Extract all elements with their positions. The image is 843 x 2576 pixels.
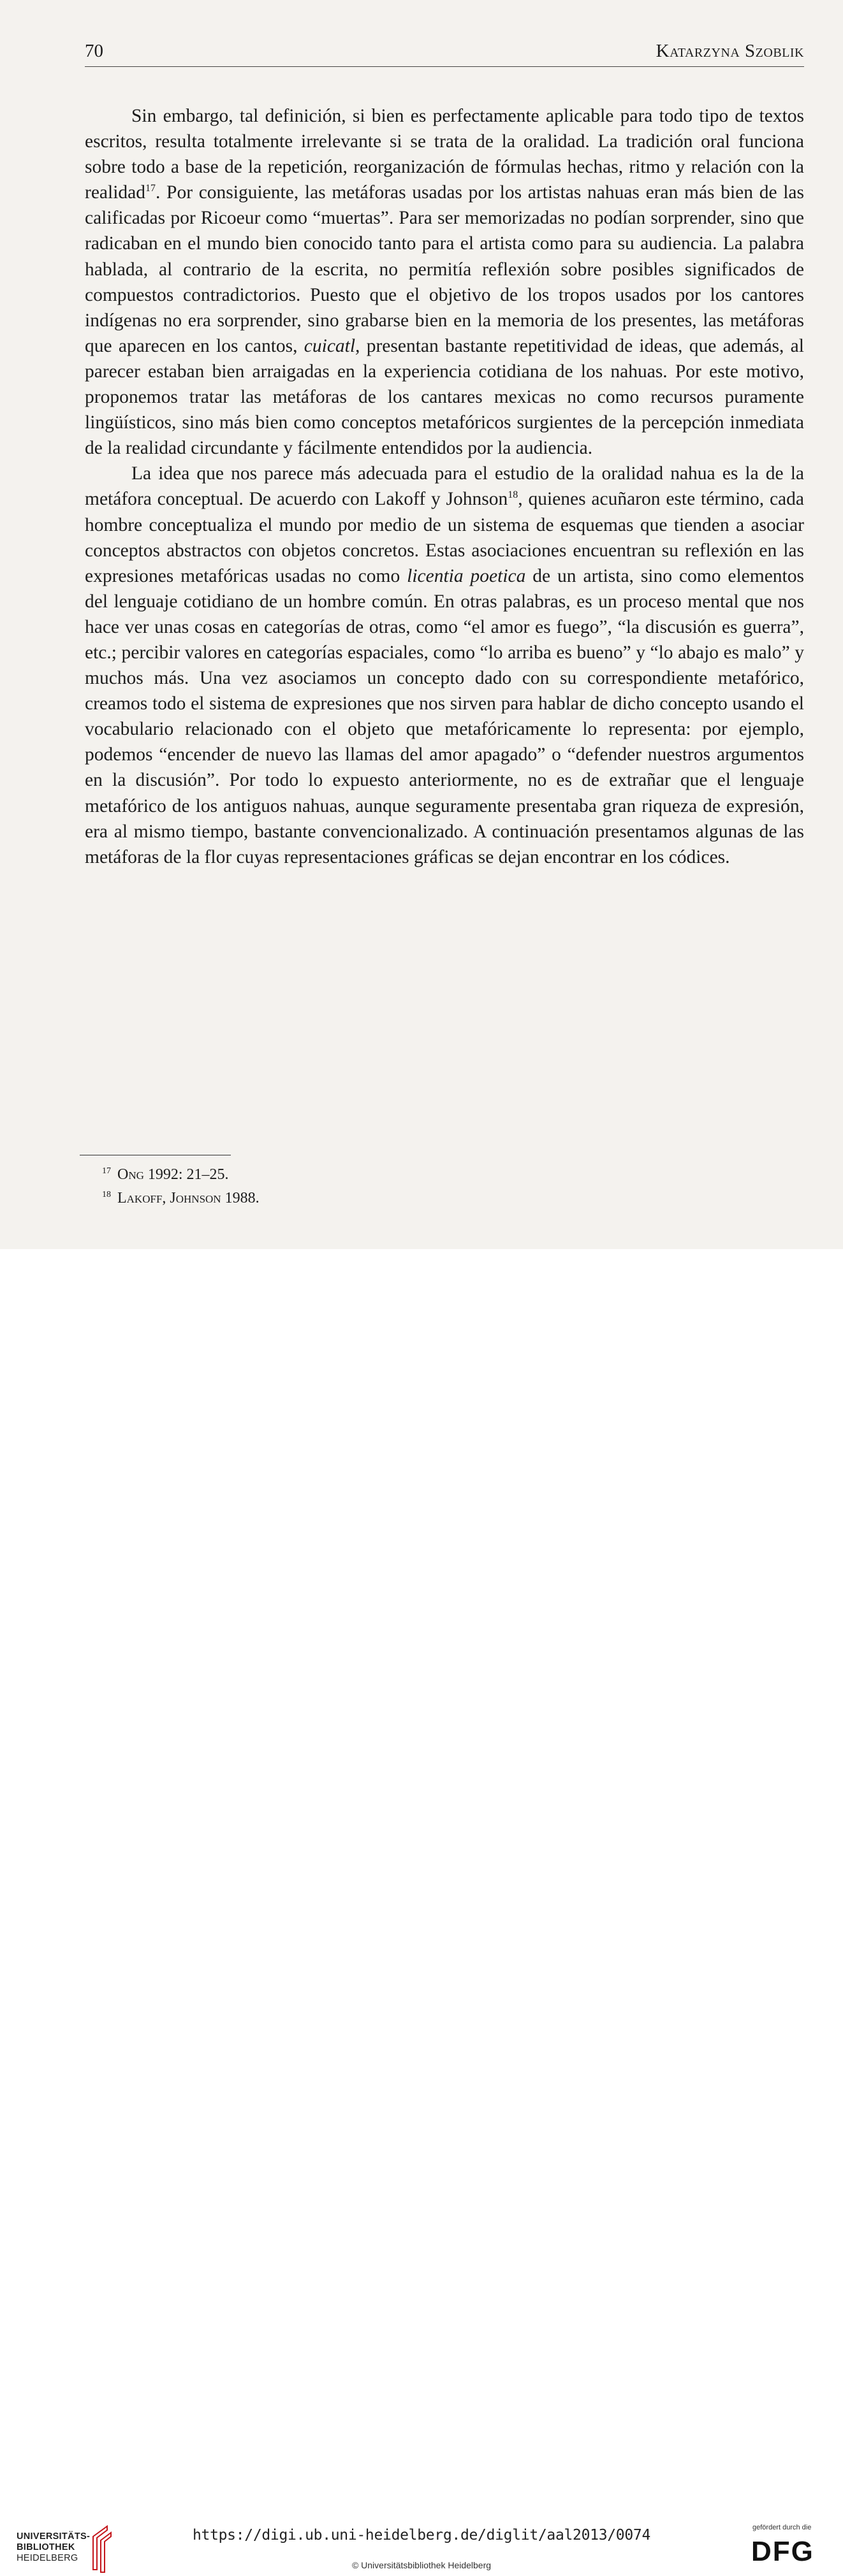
- library-name-line3: HEIDELBERG: [17, 2553, 78, 2563]
- library-name-line2: BIBLIOTHEK: [17, 2542, 75, 2552]
- italic-term: licentia poetica: [407, 565, 526, 586]
- document-page: [0, 0, 843, 1249]
- page-number: 70: [85, 41, 103, 61]
- body-text: [85, 103, 804, 870]
- copyright-notice: © Universitätsbibliothek Heidelberg: [351, 2560, 492, 2570]
- footnotes: [102, 1161, 260, 1208]
- library-name-line1: UNIVERSITÄTS-: [17, 2531, 91, 2542]
- text-run: de un artista, sino como elementos del lenguaje cotidiano de un hombre común. En otras palabras, es un proceso mental que nos hace ver unas cosas en categorías de otras, como “el amor es fuego”, “la discusión es guerra”, etc.; percibir valores en categorías espaciales, como “lo arriba es bueno” y “lo abajo es malo” y muchos más. Una vez asociamos un concepto dado con su correspondiente metafórico, creamos todo el sistema de expresiones que nos sirven para hablar de dicho concepto usando el vocabulario relacionado con el objeto que metafóricamente lo representa: por ejemplo, podemos “encender de nuevo las llamas del amor apagado” o “defender nuestros argumentos en la discusión”. Por todo lo expuesto anteriormente, no es de extrañar que el lenguaje metafórico de los antiguos nahuas, aunque seguramente presentaba gran riqueza de expresión, era al mismo tiempo, bastante convencionalizado. A continuación presentamos algunas de las metáforas de la flor cuyas representaciones gráficas se dejan encontrar en los códices.: [85, 565, 804, 867]
- footer-bar: [0, 1249, 843, 2570]
- text-run: . Por consiguiente, las metáforas usadas por los artistas nahuas eran más bien de las calificadas por Ricoeur como “muertas”. Para ser memorizadas no podían sorprender, sino que radicaban en el mundo bien conocido tanto para el artista como para su audiencia. La palabra hablada, al contrario de la escrita, no permitía reflexión sobre posibles significados de compuestos contradictorios. Puesto que el objetivo de los tropos usados por los cantores indígenas no era sorprender, sino grabarse bien en la memoria de los presentes, las metáforas que aparecen en los cantos,: [85, 182, 804, 356]
- footnote-item: [102, 1185, 260, 1208]
- footnote-item: [102, 1161, 260, 1185]
- footnote-marker: 18: [508, 489, 518, 501]
- footnote-marker: 17: [145, 183, 156, 194]
- italic-term: cuicatl,: [304, 335, 360, 356]
- footnote-number: 17: [102, 1166, 111, 1176]
- dfg-logo: DFG: [751, 2536, 814, 2567]
- footnote-reference: 1988.: [221, 1190, 260, 1206]
- footnote-author: Ong: [117, 1166, 144, 1183]
- page-header: [85, 40, 804, 67]
- text-run: Sin embargo, tal definición, si bien es perfectamente aplicable para todo tipo de textos escritos, resulta totalmente irrelevante si se trata de la oralidad. La tradición oral funciona sobre todo a base de la repetición, reorganización de fórmulas hechas, ritmo y relación con la realidad: [85, 106, 804, 203]
- text-run: La idea que nos parece más adecuada para el estudio de la oralidad nahua es la de la metáfora conceptual. De acuerdo con Lakoff y Johnson: [85, 463, 804, 510]
- funder-note: gefördert durch die: [752, 2524, 812, 2531]
- text-run: presentan bastante repetitividad de ideas, que además, al parecer estaban bien arraigadas en la experiencia cotidiana de los nahuas. Por este motivo, proponemos tratar las metáforas de los cantares mexicas no como recursos puramente lingüísticos, sino más bien como conceptos metafóricos surgientes de la percepción inmediata de la realidad circundante y fácilmente entendidos por la audiencia.: [85, 335, 804, 459]
- footnote-number: 18: [102, 1190, 111, 1199]
- text-run: , quienes acuñaron este término, cada hombre conceptualiza el mundo por medio de un sistema de esquemas que tienden a asociar conceptos abstractos con objetos concretos. Estas asociaciones encuentran su reflexión en las expresiones metafóricas usadas no como: [85, 489, 804, 586]
- running-head-author: Katarzyna Szoblik: [656, 41, 804, 61]
- footnote-author: Lakoff, Johnson: [117, 1190, 221, 1206]
- document-url-link[interactable]: https://digi.ub.uni-heidelberg.de/diglit/aal2013/0074: [192, 2527, 650, 2543]
- body-paragraph: [85, 103, 804, 461]
- footnote-reference: 1992: 21–25.: [143, 1166, 229, 1183]
- body-paragraph: [85, 461, 804, 870]
